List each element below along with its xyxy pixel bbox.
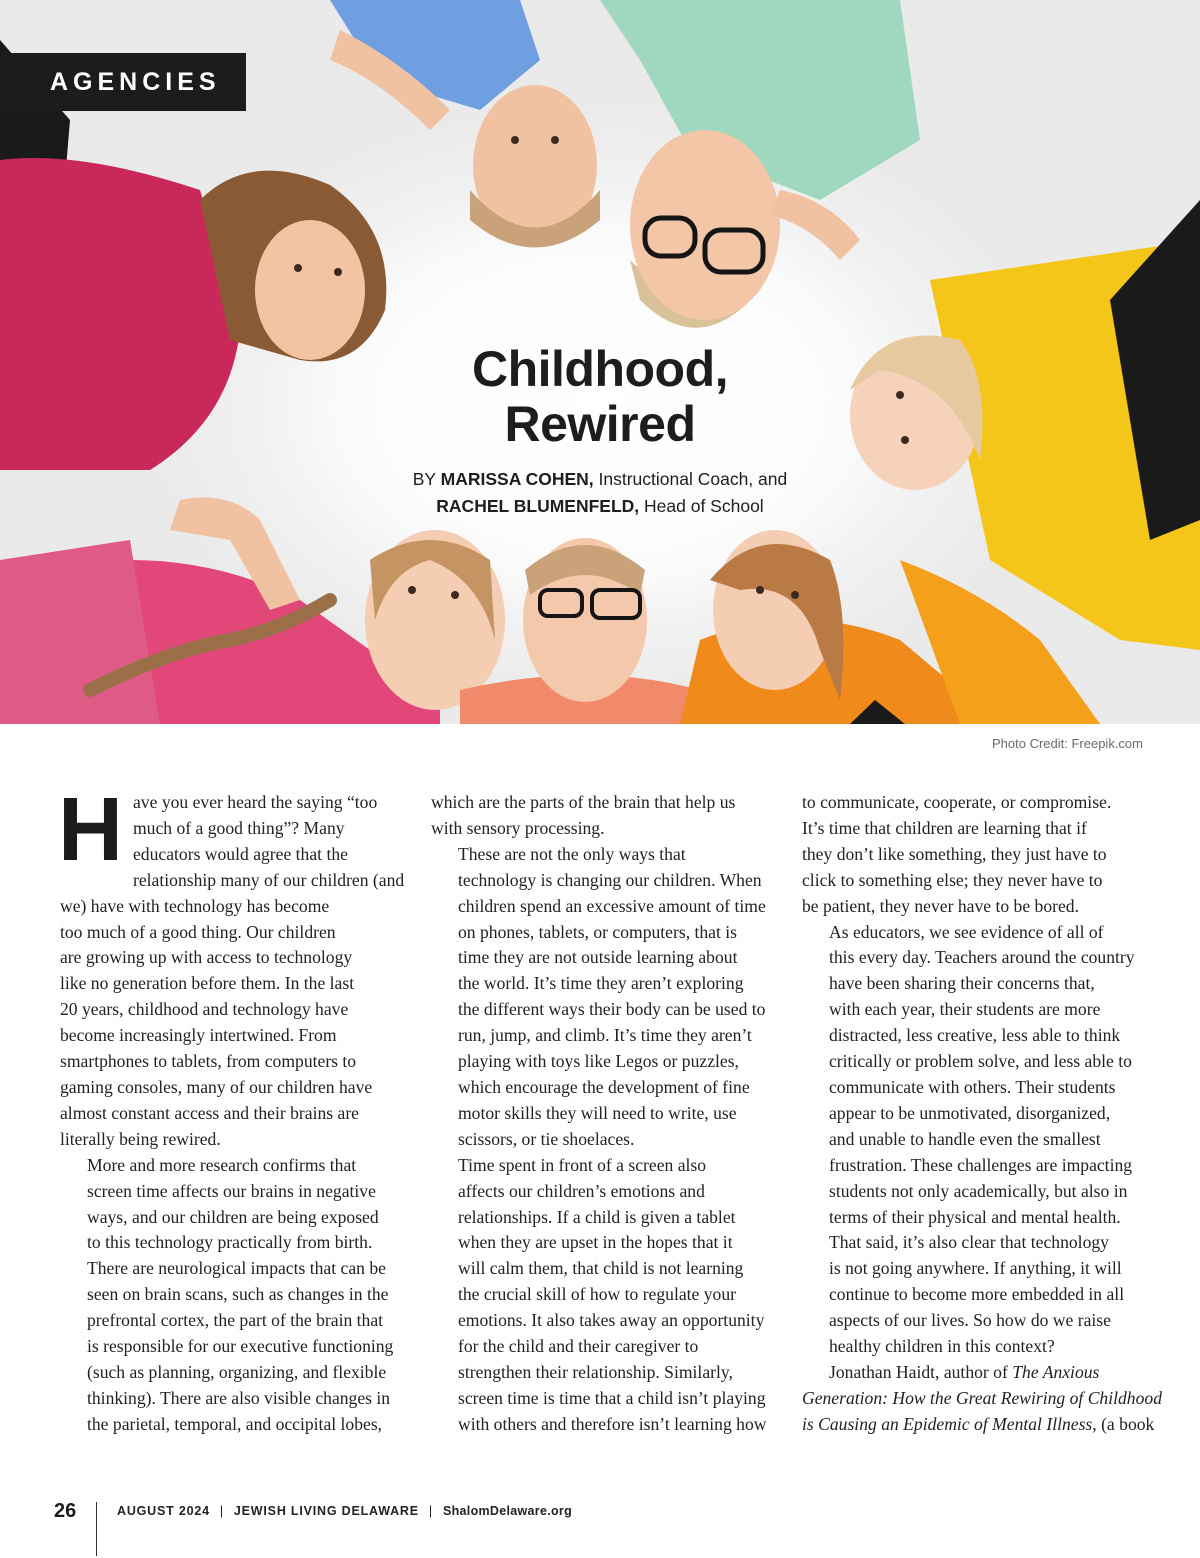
text-line: time they are not outside learning about [458, 947, 738, 968]
text-line: too much of a good thing. Our children [60, 921, 336, 942]
text-line: There are neurological impacts that can be [87, 1258, 386, 1279]
paragraph-2 [60, 1153, 405, 1438]
text-line: almost constant access and their brains are [60, 1102, 359, 1123]
text-line: screen time is time that a child isn’t playing [458, 1387, 766, 1408]
text-line: scissors, or tie shoelaces. [458, 1128, 635, 1149]
text-line: emotions. It also takes away an opportunity [458, 1310, 765, 1331]
text-line: to this technology practically from birth. [87, 1232, 373, 1253]
text-line: technology is changing our children. When [458, 869, 762, 890]
text-line: become increasingly intertwined. From [60, 1025, 337, 1046]
footer-separator: | [219, 1504, 224, 1518]
title-line-1: Childhood, [471, 341, 729, 397]
photo-credit: Photo Credit: Freepik.com [991, 736, 1143, 751]
text-line: the world. It’s time they aren’t exploring [458, 973, 744, 994]
text-line: smartphones to tablets, from computers to [60, 1051, 357, 1072]
text-line: is not going anywhere. If anything, it will [829, 1258, 1122, 1279]
page-number: 26 [54, 1500, 77, 1522]
text-line: screen time affects our brains in negative [87, 1180, 376, 1201]
footer-website-link[interactable]: ShalomDelaware.org [442, 1504, 573, 1518]
text-line: terms of their physical and mental health. [829, 1206, 1121, 1227]
text-line: is responsible for our executive functioning [87, 1336, 394, 1357]
text-line: (such as planning, organizing, and flexible [87, 1361, 387, 1382]
text-line: ave you ever heard the saying “too [133, 792, 378, 812]
text-line: this every day. Teachers around the country [829, 947, 1135, 968]
text-line: which are the parts of the brain that help us [431, 792, 736, 812]
text-line: relationships. If a child is given a tablet [458, 1206, 736, 1227]
text-line: healthy children in this context? [829, 1336, 1055, 1357]
text-line: critically or problem solve, and less able to [829, 1051, 1132, 1072]
body-column-3 [802, 790, 1162, 1438]
text-line: seen on brain scans, such as changes in the [87, 1284, 389, 1305]
author-2-name: RACHEL BLUMENFELD, [436, 496, 640, 516]
text-line: gaming consoles, many of our children have [60, 1076, 373, 1097]
page-footer [0, 1498, 1200, 1558]
text-line: and unable to handle even the smallest [829, 1128, 1101, 1149]
text-line: children spend an excessive amount of time [458, 895, 766, 916]
text-line: affects our children’s emotions and [458, 1180, 705, 1201]
text-line: educators would agree that the [133, 843, 348, 864]
text-line: distracted, less creative, less able to think [829, 1025, 1121, 1046]
paragraph-1 [58, 780, 405, 1153]
text-line: More and more research confirms that [87, 1154, 357, 1175]
book-title: Generation: How the Great Rewiring of Childhood [802, 1387, 1162, 1408]
paragraph-3 [431, 790, 781, 842]
book-title: is Causing an Epidemic of Mental Illness [802, 1413, 1093, 1434]
author-1-name: MARISSA COHEN, [440, 469, 594, 489]
text-line: with others and therefore isn’t learning how [458, 1413, 767, 1434]
text-line: the crucial skill of how to regulate your [458, 1284, 736, 1305]
text-line: which encourage the development of fine [458, 1076, 750, 1097]
text-line: much of a good thing”? Many [133, 817, 345, 838]
byline [300, 466, 900, 520]
footer-divider [96, 1502, 97, 1556]
text-line: when they are upset in the hopes that it [458, 1232, 733, 1253]
text-line: frustration. These challenges are impacting [829, 1154, 1133, 1175]
text-line: continue to become more embedded in all [829, 1284, 1125, 1305]
byline-line-1 [300, 466, 900, 493]
text-line: motor skills they will need to write, use [458, 1102, 737, 1123]
paragraph-7 [802, 920, 1152, 1231]
text-run: Jonathan Haidt, author of [829, 1361, 1013, 1382]
text-line [802, 1386, 1162, 1412]
drop-cap: H [58, 780, 123, 880]
text-run: , (a book [1092, 1413, 1155, 1434]
body-column-1 [58, 780, 405, 1438]
text-line: have been sharing their concerns that, [829, 973, 1095, 994]
text-line: students not only academically, but also in [829, 1180, 1128, 1201]
text-line: It’s time that children are learning that if [802, 817, 1087, 838]
text-line: to communicate, cooperate, or compromise. [802, 792, 1112, 812]
text-line [802, 1360, 1152, 1386]
paragraph-4 [431, 842, 781, 1153]
footer-separator: | [428, 1504, 433, 1518]
text-line: will calm them, that child is not learning [458, 1258, 744, 1279]
text-line: with each year, their students are more [829, 999, 1101, 1020]
text-line: run, jump, and climb. It’s time they aren’t [458, 1025, 752, 1046]
article-title [300, 342, 900, 452]
byline-line-2 [300, 493, 900, 520]
text-line: As educators, we see evidence of all of [829, 921, 1104, 942]
hero-photo [0, 0, 1200, 724]
text-line: we) have with technology has become [60, 895, 330, 916]
text-line: 20 years, childhood and technology have [60, 999, 349, 1020]
book-title: The Anxious [1012, 1361, 1100, 1382]
text-line: aspects of our lives. So how do we raise [829, 1310, 1111, 1331]
text-line: These are not the only ways that [458, 843, 686, 864]
title-line-2: Rewired [504, 396, 696, 452]
text-line: thinking). There are also visible changes in [87, 1387, 391, 1408]
paragraph-5 [431, 1153, 781, 1438]
text-line: the parietal, temporal, and occipital lobes, [87, 1413, 383, 1434]
text-line: they don’t like something, they just have to [802, 843, 1107, 864]
paragraph-6 [802, 790, 1152, 920]
text-line: with sensory processing. [431, 817, 605, 838]
text-line: communicate with others. Their students [829, 1076, 1116, 1097]
text-line: strengthen their relationship. Similarly, [458, 1361, 733, 1382]
text-line: are growing up with access to technology [60, 947, 353, 968]
text-line: literally being rewired. [60, 1128, 221, 1149]
footer-folio [117, 1504, 572, 1518]
paragraph-8 [802, 1230, 1152, 1360]
author-1-role: Instructional Coach, and [598, 469, 788, 489]
section-tag[interactable]: AGENCIES [0, 53, 246, 111]
text-line: the different ways their body can be used to [458, 999, 766, 1020]
text-line: That said, it’s also clear that technology [829, 1232, 1109, 1253]
paragraph-9 [802, 1360, 1162, 1438]
text-line: ways, and our children are being exposed [87, 1206, 379, 1227]
body-column-2 [431, 790, 781, 1438]
byline-by: BY [412, 469, 436, 489]
text-line: on phones, tablets, or computers, that is [458, 921, 738, 942]
text-line: for the child and their caregiver to [458, 1336, 699, 1357]
text-line: like no generation before them. In the last [60, 973, 355, 994]
footer-publication: JEWISH LIVING DELAWARE [233, 1504, 419, 1518]
text-line: relationship many of our children (and [133, 869, 405, 890]
text-line: be patient, they never have to be bored. [802, 895, 1079, 916]
text-line: Time spent in front of a screen also [458, 1154, 707, 1175]
text-line [802, 1412, 1155, 1438]
text-line: appear to be unmotivated, disorganized, [829, 1102, 1111, 1123]
text-line: playing with toys like Legos or puzzles, [458, 1051, 739, 1072]
text-line: click to something else; they never have to [802, 869, 1103, 890]
author-2-role: Head of School [644, 496, 764, 516]
text-line: prefrontal cortex, the part of the brain that [87, 1310, 384, 1331]
footer-issue: AUGUST 2024 [117, 1504, 210, 1518]
